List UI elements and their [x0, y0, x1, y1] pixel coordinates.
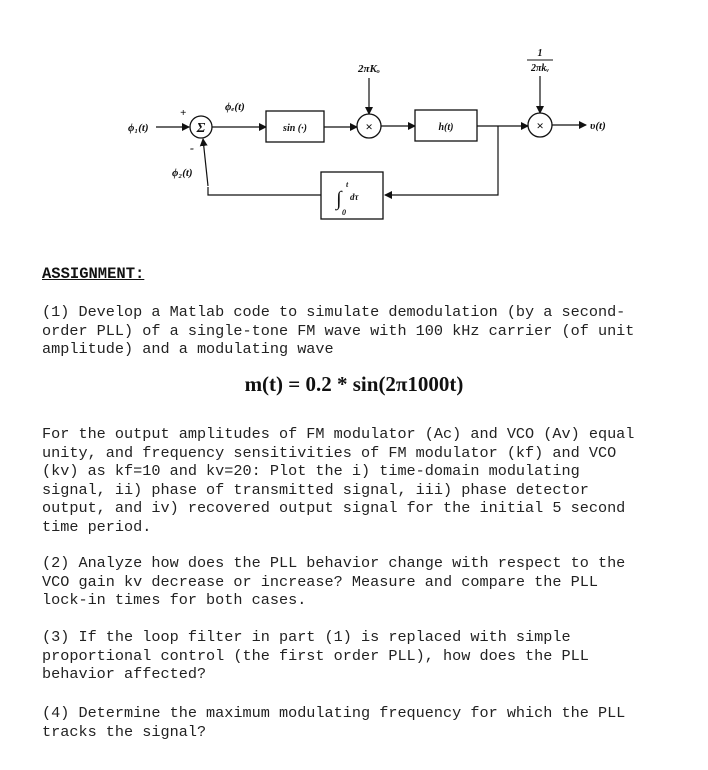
integrator-lower-limit: 0 — [342, 208, 346, 217]
equation-text: m(t) = 0.2 * sin(2π1000t) — [244, 372, 464, 396]
input-phase-label: ϕ₁(t) — [128, 122, 149, 134]
question-1-text: (1) Develop a Matlab code to simulate demodulation (by a second- order PLL) of a single-tone FM wave with 100 kHz carrier (of unit amplitude) and a modulating wave — [42, 303, 635, 359]
assignment-heading: ASSIGNMENT: — [42, 265, 145, 283]
multiplier-2-symbol: × — [536, 118, 544, 133]
pll-block-diagram — [0, 0, 708, 240]
sigma-symbol: Σ — [196, 121, 206, 136]
sin-block-label: sin (·) — [283, 123, 307, 134]
error-phase-label: ϕₑ(t) — [225, 101, 245, 113]
integrator-symbol: ∫ — [336, 188, 342, 210]
output-label: υ(t) — [590, 120, 606, 132]
question-3-text: (3) If the loop filter in part (1) is replaced with simple proportional control (the first order PLL), how does the PLL behavior affected? — [42, 628, 589, 684]
multiplier-1-symbol: × — [365, 119, 373, 134]
loop-filter-label: h(t) — [438, 122, 454, 133]
question-2-text: (2) Analyze how does the PLL behavior change with respect to the VCO gain kv decrease or increase? Measure and compare the PLL lock-in times for both cases. — [42, 554, 626, 610]
integrator-dt: dτ — [350, 192, 359, 202]
question-1-continued: For the output amplitudes of FM modulator (Ac) and VCO (Av) equal unity, and frequency sensitivities of FM modulator (kf) and VCO (kv) as kf=10 and kv=20: Plot the i) time-domain modulating signal, ii) phase of transmitted signal, iii) phase detector output, and iv) recovered output signal for the initial 5 second time period. — [42, 425, 635, 536]
minus-sign: - — [190, 141, 194, 155]
integrator-upper-limit: t — [346, 180, 349, 189]
out-gain-numerator: 1 — [537, 48, 543, 59]
plus-sign: + — [180, 107, 187, 119]
feedback-arrow-up — [203, 139, 208, 186]
question-4-text: (4) Determine the maximum modulating frequency for which the PLL tracks the signal? — [42, 704, 626, 741]
vco-gain-label: 2πKₒ — [357, 63, 381, 75]
feedback-path-left — [208, 187, 321, 195]
out-gain-denominator: 2πkᵥ — [530, 63, 550, 74]
modulating-wave-equation — [0, 372, 708, 397]
feedback-phase-label: ϕ₂(t) — [172, 167, 193, 179]
